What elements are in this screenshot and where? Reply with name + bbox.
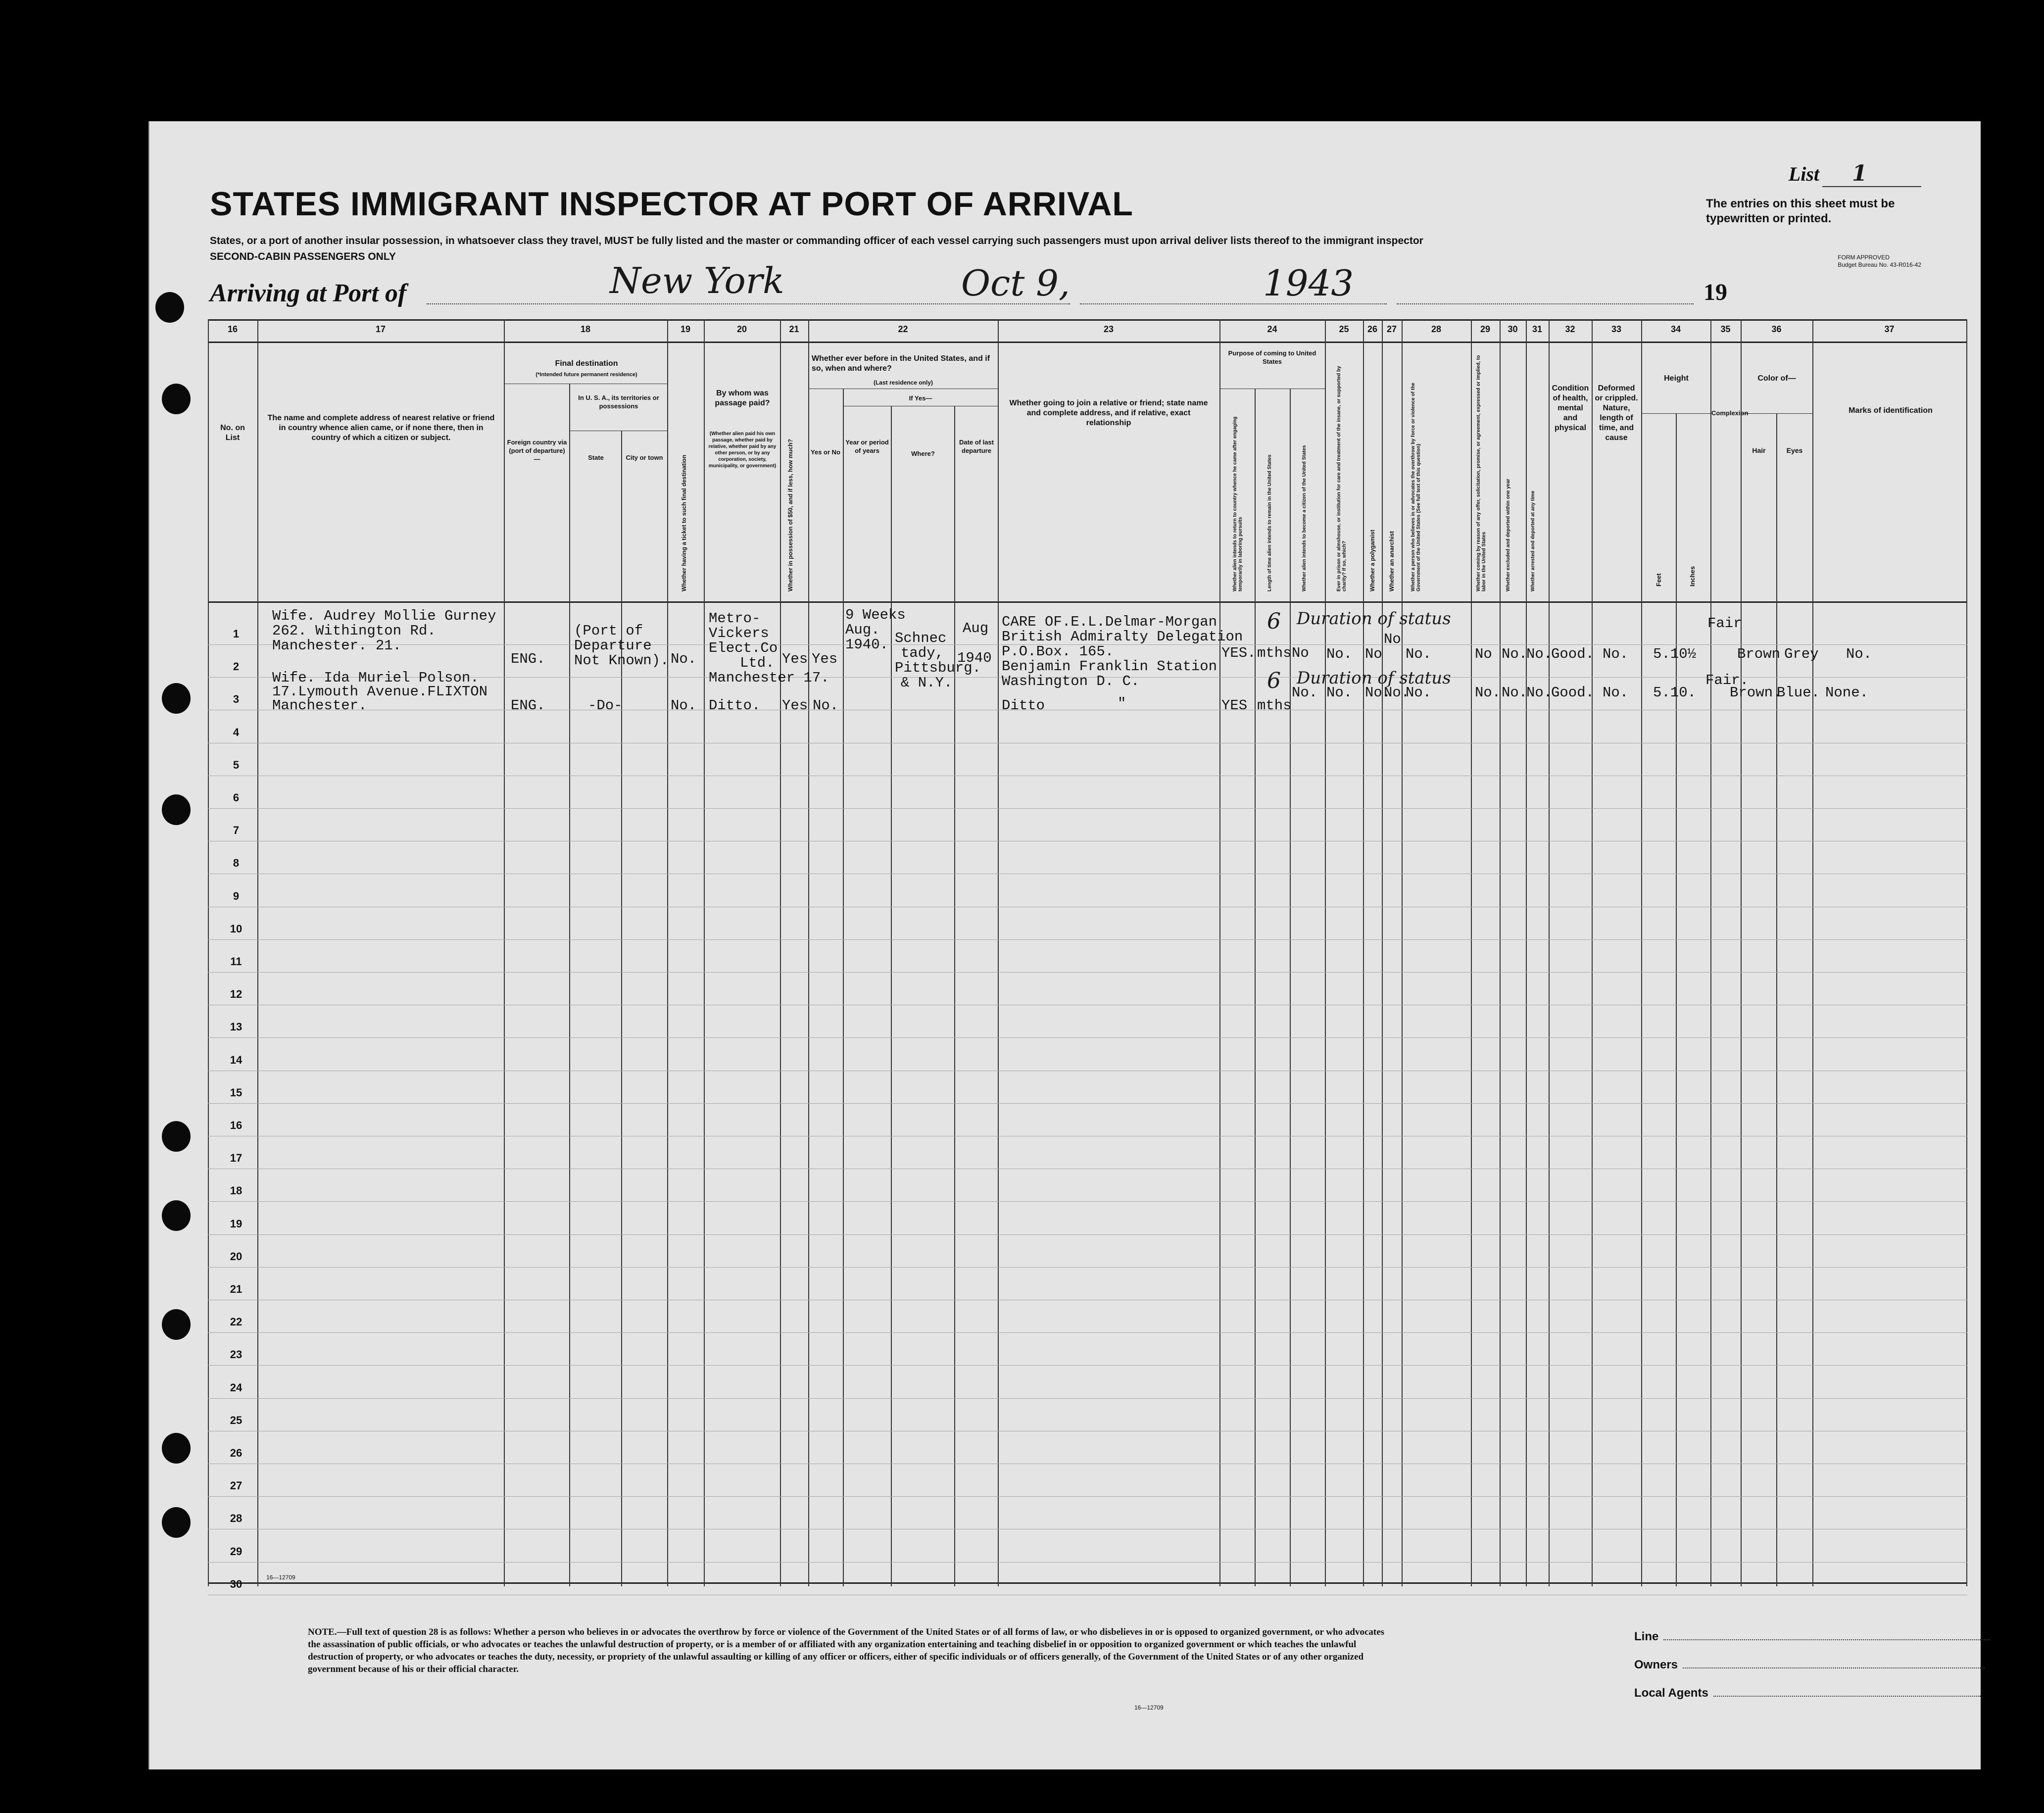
col-num-23: 23 bbox=[1103, 324, 1114, 334]
form-instructions: States, or a port of another insular possession, in whatsoever class they travel, MUST be fully listed and the master or commanding officer of each vessel carrying such passengers must upon arrival deliver lists thereof to the immigrant inspector bbox=[210, 235, 1423, 246]
row-number: 21 bbox=[230, 1283, 243, 1295]
heading-foreign-country: Foreign country via (port of departure)— bbox=[507, 439, 567, 463]
entry-r2-q30: No. bbox=[1502, 685, 1528, 701]
row-number: 3 bbox=[233, 693, 240, 706]
entry-r2-prison: No. bbox=[1326, 685, 1353, 701]
heading-inches: Inches bbox=[1689, 566, 1696, 587]
heading-return: Whether alien intends to return to country whence he came after engaging temporarily in laboring pursuits bbox=[1232, 416, 1243, 591]
entry-r2-deformed: No. bbox=[1603, 685, 1629, 701]
heading-ever-before: Whether ever before in the United States, and if so, when and where? bbox=[812, 354, 990, 373]
entry-r1-anarchist: No bbox=[1384, 631, 1401, 647]
heading-deformed: Deformed or crippled. Nature, length of time, and cause bbox=[1595, 384, 1638, 442]
entry-r1-where-2: tady, bbox=[901, 645, 944, 661]
punch-hole bbox=[162, 1433, 191, 1464]
entry-r2-ticket: No. bbox=[671, 697, 697, 714]
entry-r1-q28: No. bbox=[1406, 646, 1432, 662]
heading-nearest-relative: The name and complete address of nearest relative or friend in country whence alien came, or if none there, then in country of which a citizen or subject. bbox=[267, 414, 495, 442]
entry-r2-six: 6 bbox=[1267, 668, 1281, 693]
row-number: 16 bbox=[230, 1119, 243, 1131]
entry-r1-paid-3: Elect.Co bbox=[709, 640, 778, 656]
heading-health: Condition of health, mental and physical bbox=[1552, 384, 1589, 432]
col-num-17: 17 bbox=[375, 324, 386, 334]
row-number: 18 bbox=[230, 1184, 243, 1197]
heading-passage-paid-note: (Whether alien paid his own passage, whether paid by relative, whether paid by any other person, or by any corporation, society, municipality, or government) bbox=[708, 431, 777, 469]
heading-polygamist: Whether a polygamist bbox=[1369, 530, 1376, 591]
entry-r1-prison: No. bbox=[1326, 646, 1353, 662]
heading-complexion: Complexion bbox=[1711, 409, 1749, 417]
line-field: Line bbox=[1634, 1630, 1990, 1644]
entry-r1-paid-2: Vickers bbox=[709, 625, 769, 641]
row-number: 20 bbox=[230, 1250, 243, 1263]
row-rule bbox=[208, 972, 1967, 973]
heading-where: Where? bbox=[911, 450, 935, 457]
heading-in-usa: In U. S. A., its territories or possessions bbox=[578, 394, 659, 410]
entry-r1-marks: No. bbox=[1846, 646, 1872, 662]
heading-question-28: Whether a person who believes in or advocates the overthrow by force or violence of the Government of the United States (See full text of this question) bbox=[1411, 383, 1421, 591]
heading-become-citizen: Whether alien intends to become a citizen of the United States bbox=[1302, 445, 1307, 591]
entry-r2-eyes: Blue. bbox=[1777, 685, 1820, 701]
heading-passage-paid: By whom was passage paid? bbox=[715, 389, 770, 407]
form-approved: FORM APPROVED Budget Bureau No. 43-R016-42 bbox=[1838, 254, 1921, 268]
typewritten-notice: The entries on this sheet must be typewritten or printed. bbox=[1706, 197, 1895, 225]
entry-r1-paid-1: Metro- bbox=[709, 610, 761, 627]
heading-city: City or town bbox=[626, 454, 663, 461]
entry-r1-foreign: ENG. bbox=[511, 651, 545, 667]
heading-prison: Ever in prison or almshouse, or institution for care and treatment of the insane, or supported by charity? If so, which? bbox=[1336, 366, 1347, 591]
entry-r1-state-1: (Port of bbox=[574, 623, 643, 639]
heading-marks: Marks of identification bbox=[1849, 406, 1933, 415]
cabin-class: SECOND-CABIN PASSENGERS ONLY bbox=[210, 251, 396, 262]
heading-deported: Whether arrested and deported at any time bbox=[1530, 490, 1536, 591]
heading-final-destination: Final destination bbox=[555, 359, 618, 368]
entry-r1-paid-5: Manchester 17. bbox=[709, 670, 829, 686]
row-number: 27 bbox=[230, 1479, 243, 1492]
heading-if-yes: If Yes— bbox=[909, 394, 932, 402]
col-num-32: 32 bbox=[1565, 324, 1575, 334]
heading-anarchist: Whether an anarchist bbox=[1388, 531, 1395, 591]
entry-r2-before: No. bbox=[813, 697, 839, 714]
row-number: 1 bbox=[233, 628, 240, 640]
entry-r1-health: Good. bbox=[1551, 646, 1595, 662]
punch-hole bbox=[162, 1121, 191, 1152]
row-rule bbox=[208, 1103, 1967, 1104]
row-number: 10 bbox=[230, 922, 243, 935]
heading-year-period: Year or period of years bbox=[845, 439, 889, 454]
entry-r2-state: -Do- bbox=[588, 697, 623, 714]
entry-r1-citizen: No bbox=[1292, 645, 1309, 661]
entry-r1-state-2: Departure bbox=[574, 637, 652, 654]
heading-yes-no: Yes or No bbox=[811, 448, 840, 456]
heading-last-residence: (Last residence only) bbox=[873, 379, 933, 386]
entry-r2-paid: Ditto. bbox=[709, 697, 761, 714]
entry-r2-name-line3: Manchester. bbox=[272, 697, 367, 714]
heading-ticket: Whether having a ticket to such final destination bbox=[681, 454, 687, 591]
entry-r2-anarchist: No. bbox=[1384, 685, 1410, 701]
row-rule bbox=[208, 1201, 1967, 1202]
heading-state: State bbox=[588, 454, 604, 461]
entry-r1-return: YES. bbox=[1221, 645, 1256, 661]
entry-r2-foreign: ENG. bbox=[511, 697, 545, 714]
heading-color-of: Color of— bbox=[1757, 374, 1796, 383]
heading-hair: Hair bbox=[1752, 446, 1766, 454]
punch-hole bbox=[162, 683, 191, 714]
heading-purpose: Purpose of coming to United States bbox=[1228, 349, 1316, 365]
punch-hole bbox=[162, 1507, 191, 1538]
row-number: 5 bbox=[233, 758, 240, 771]
col-num-33: 33 bbox=[1611, 324, 1622, 334]
heading-labor-offer: Whether coming by reason of any offer, solicitation, promise, or agreement, expressed or implied, to labor in the United States bbox=[1476, 355, 1487, 591]
entry-r1-name-line3: Manchester. 21. bbox=[272, 637, 402, 654]
row-number: 17 bbox=[230, 1152, 243, 1165]
row-rule bbox=[208, 1562, 1967, 1563]
col-num-35: 35 bbox=[1720, 324, 1731, 334]
entry-r2-health: Good. bbox=[1551, 685, 1595, 701]
row-rule bbox=[208, 1496, 1967, 1497]
entry-r2-polygamist: No. bbox=[1365, 685, 1391, 701]
entry-r1-period-3: 1940. bbox=[845, 637, 889, 653]
row-number: 23 bbox=[230, 1348, 243, 1361]
entry-r1-q29: No bbox=[1475, 646, 1492, 662]
local-agents-field: Local Agents bbox=[1634, 1686, 1981, 1700]
entry-r1-date-1: Aug bbox=[963, 620, 989, 637]
entry-r1-state-3: Not Known). bbox=[574, 652, 669, 669]
col-num-27: 27 bbox=[1386, 324, 1397, 334]
year-handwritten: 1943 bbox=[1263, 262, 1354, 304]
col-num-26: 26 bbox=[1367, 324, 1378, 334]
list-label: List bbox=[1788, 163, 1819, 185]
entry-r2-join: Ditto bbox=[1002, 697, 1045, 714]
manifest-sheet bbox=[148, 121, 1981, 1769]
col-num-21: 21 bbox=[789, 324, 799, 334]
entry-r1-date-2: 1940 bbox=[957, 650, 992, 666]
entry-r1-six: 6 bbox=[1267, 609, 1281, 634]
entry-r1-q30: No. bbox=[1502, 646, 1528, 662]
entry-r1-join-1: CARE OF.E.L.Delmar-Morgan bbox=[1002, 614, 1217, 630]
entry-r2-height: 5.10. bbox=[1653, 685, 1697, 701]
row-rule bbox=[208, 1267, 1967, 1268]
entry-r1-where-1: Schnec bbox=[895, 630, 947, 646]
punch-hole bbox=[162, 1200, 191, 1231]
heading-length-stay: Length of time alien intends to remain in the United States bbox=[1267, 454, 1272, 591]
col-num-37: 37 bbox=[1884, 324, 1895, 334]
col-num-34: 34 bbox=[1670, 324, 1681, 334]
entry-r1-mths: mths bbox=[1257, 645, 1292, 661]
row-number: 24 bbox=[230, 1381, 243, 1394]
entry-r1-complexion: Fair bbox=[1707, 615, 1742, 632]
col-num-25: 25 bbox=[1339, 324, 1349, 334]
col-num-24: 24 bbox=[1267, 324, 1277, 334]
col-num-16: 16 bbox=[227, 324, 238, 334]
entry-r2-name-line1: Wife. Ida Muriel Polson. bbox=[272, 670, 479, 686]
entry-r2-join-ditto-mark: " bbox=[1118, 695, 1126, 712]
list-number: 1 bbox=[1822, 161, 1921, 187]
heading-join-relative: Whether going to join a relative or friend; state name and complete address, and if relative, exact relationship bbox=[1009, 399, 1208, 427]
entry-r2-mths: mths bbox=[1257, 697, 1292, 714]
row-rule bbox=[208, 1365, 1967, 1366]
entry-r1-ticket: No. bbox=[671, 651, 697, 667]
heading-fifty-dollars: Whether in possession of $50, and if less, how much? bbox=[787, 439, 794, 591]
punch-hole bbox=[162, 384, 191, 414]
entry-r1-join-5: Washington D. C. bbox=[1002, 673, 1140, 689]
arriving-label: Arriving at Port of bbox=[210, 279, 407, 307]
row-number: 25 bbox=[230, 1414, 243, 1426]
entry-r2-marks: None. bbox=[1825, 685, 1869, 701]
row-number: 14 bbox=[230, 1053, 243, 1066]
entry-r2-hair: Brown. bbox=[1730, 685, 1782, 701]
heading-excluded: Whether excluded and deported within one year bbox=[1506, 479, 1511, 591]
entry-r2-q28: No. bbox=[1406, 685, 1432, 701]
heading-date-last-departure: Date of last departure bbox=[959, 439, 994, 454]
entry-r1-join-2: British Admiralty Delegation bbox=[1002, 629, 1243, 645]
entry-r1-where-4: & N.Y. bbox=[901, 675, 953, 691]
entry-r1-paid-4: Ltd. bbox=[740, 655, 775, 671]
punch-hole bbox=[155, 292, 184, 323]
entry-r1-period-2: Aug. bbox=[845, 622, 880, 638]
row-number: 30 bbox=[230, 1577, 243, 1590]
row-number: 13 bbox=[230, 1021, 243, 1033]
punch-hole bbox=[162, 794, 191, 825]
entry-r1-height: 5.10½ bbox=[1653, 646, 1697, 662]
entry-r1-name-line1: Wife. Audrey Mollie Gurney bbox=[272, 608, 496, 624]
row-number: 28 bbox=[230, 1512, 243, 1525]
entry-r1-join-4: Benjamin Franklin Station bbox=[1002, 658, 1217, 675]
col-num-20: 20 bbox=[736, 324, 747, 334]
row-number: 12 bbox=[230, 988, 243, 1001]
row-number: 26 bbox=[230, 1447, 243, 1459]
footer-form-code: 16—12709 bbox=[1134, 1704, 1164, 1711]
entry-r1-polygamist: No bbox=[1365, 646, 1382, 662]
entry-r1-before: Yes bbox=[812, 651, 838, 667]
heading-height: Height bbox=[1664, 374, 1689, 383]
row-number: 29 bbox=[230, 1545, 243, 1558]
col-num-19: 19 bbox=[680, 324, 691, 334]
heading-feet: Feet bbox=[1655, 573, 1662, 587]
entry-r2-return: YES bbox=[1221, 697, 1248, 714]
entry-r1-deformed: No. bbox=[1603, 646, 1629, 662]
row-number: 6 bbox=[233, 791, 240, 804]
owners-field: Owners bbox=[1634, 1658, 1985, 1672]
row-rule bbox=[208, 808, 1967, 809]
heading-eyes: Eyes bbox=[1786, 446, 1803, 454]
row-rule bbox=[208, 939, 1967, 940]
row-number: 9 bbox=[233, 889, 240, 902]
col-num-28: 28 bbox=[1431, 324, 1442, 334]
row-rule bbox=[208, 1037, 1967, 1038]
row-number: 11 bbox=[230, 955, 242, 968]
year-line bbox=[1397, 303, 1694, 304]
entry-r2-q29: No. bbox=[1475, 685, 1501, 701]
entry-r2-purpose-handwritten: Duration of status bbox=[1297, 668, 1451, 688]
entry-r1-hair: Brown bbox=[1737, 646, 1781, 662]
row-number: 2 bbox=[233, 660, 240, 673]
col-num-18: 18 bbox=[580, 324, 591, 334]
list-number-field bbox=[1789, 161, 1921, 187]
row-number: 15 bbox=[230, 1086, 243, 1099]
table-form-code: 16—12709 bbox=[266, 1574, 295, 1581]
col-num-30: 30 bbox=[1508, 324, 1518, 334]
question-28-note: NOTE.—Full text of question 28 is as follows: Whether a person who believes in or advocates the overthrow by force or violence of the Government of the United States or of all forms of law, or who disbelieves in or is opposed to organized government, or who advocates the assassination of public officials, or who advocates or teaches the unlawful destruction of property, or is a member of or affiliated with any organization entertaining and teaching disbelief in or opposition to organized government or which teaches the unlawful destruction of property, or who advocates or teaches the duty, necessity, or propriety of the unlawful assaulting or killing of any officer or officers, either of specific individuals or of officers generally, of the Government of the United States or of any other organized government because of his or their official character. bbox=[308, 1627, 1385, 1674]
entry-r1-purpose-handwritten: Duration of status bbox=[1297, 609, 1451, 629]
heading-no-on-list: No. on List bbox=[220, 424, 245, 442]
entry-r2-citizen: No. bbox=[1292, 685, 1318, 701]
row-number: 7 bbox=[233, 824, 240, 837]
col-num-22: 22 bbox=[898, 324, 908, 334]
entry-r1-join-3: P.O.Box. 165. bbox=[1002, 643, 1114, 660]
col-num-36: 36 bbox=[1771, 324, 1782, 334]
entry-r2-name-line2: 17.Lymouth Avenue.FLIXTON bbox=[272, 684, 488, 700]
manifest-table bbox=[208, 319, 1967, 1590]
date-handwritten: Oct 9, bbox=[961, 262, 1070, 304]
entry-r1-name-line2: 262. Withington Rd. bbox=[272, 623, 436, 639]
row-rule bbox=[208, 1398, 1967, 1399]
col-num-29: 29 bbox=[1480, 324, 1491, 334]
row-rule bbox=[208, 1234, 1967, 1235]
entry-r2-complexion: Fair. bbox=[1705, 672, 1749, 688]
port-handwritten: New York bbox=[610, 260, 784, 301]
year-prefix: 19 bbox=[1703, 279, 1727, 305]
entry-r1-money: Yes bbox=[782, 651, 808, 667]
entry-r1-q31: No. bbox=[1526, 646, 1553, 662]
row-number: 19 bbox=[230, 1217, 243, 1230]
row-number: 8 bbox=[233, 857, 240, 870]
row-number: 22 bbox=[230, 1316, 243, 1328]
col-num-31: 31 bbox=[1532, 324, 1543, 334]
entry-r2-q31: No. bbox=[1526, 685, 1553, 701]
entry-r1-where-3: Pittsburg. bbox=[895, 660, 981, 676]
punch-hole bbox=[162, 1309, 191, 1340]
entry-r1-eyes: Grey bbox=[1784, 646, 1819, 662]
heading-final-destination-note: (*Intended future permanent residence) bbox=[535, 372, 637, 378]
form-title: STATES IMMIGRANT INSPECTOR AT PORT OF ARRIVAL bbox=[210, 185, 1133, 223]
row-number: 4 bbox=[233, 726, 240, 738]
entry-r2-money: Yes bbox=[782, 697, 808, 714]
entry-r1-period-1: 9 Weeks bbox=[845, 607, 906, 623]
row-rule bbox=[208, 1332, 1967, 1333]
